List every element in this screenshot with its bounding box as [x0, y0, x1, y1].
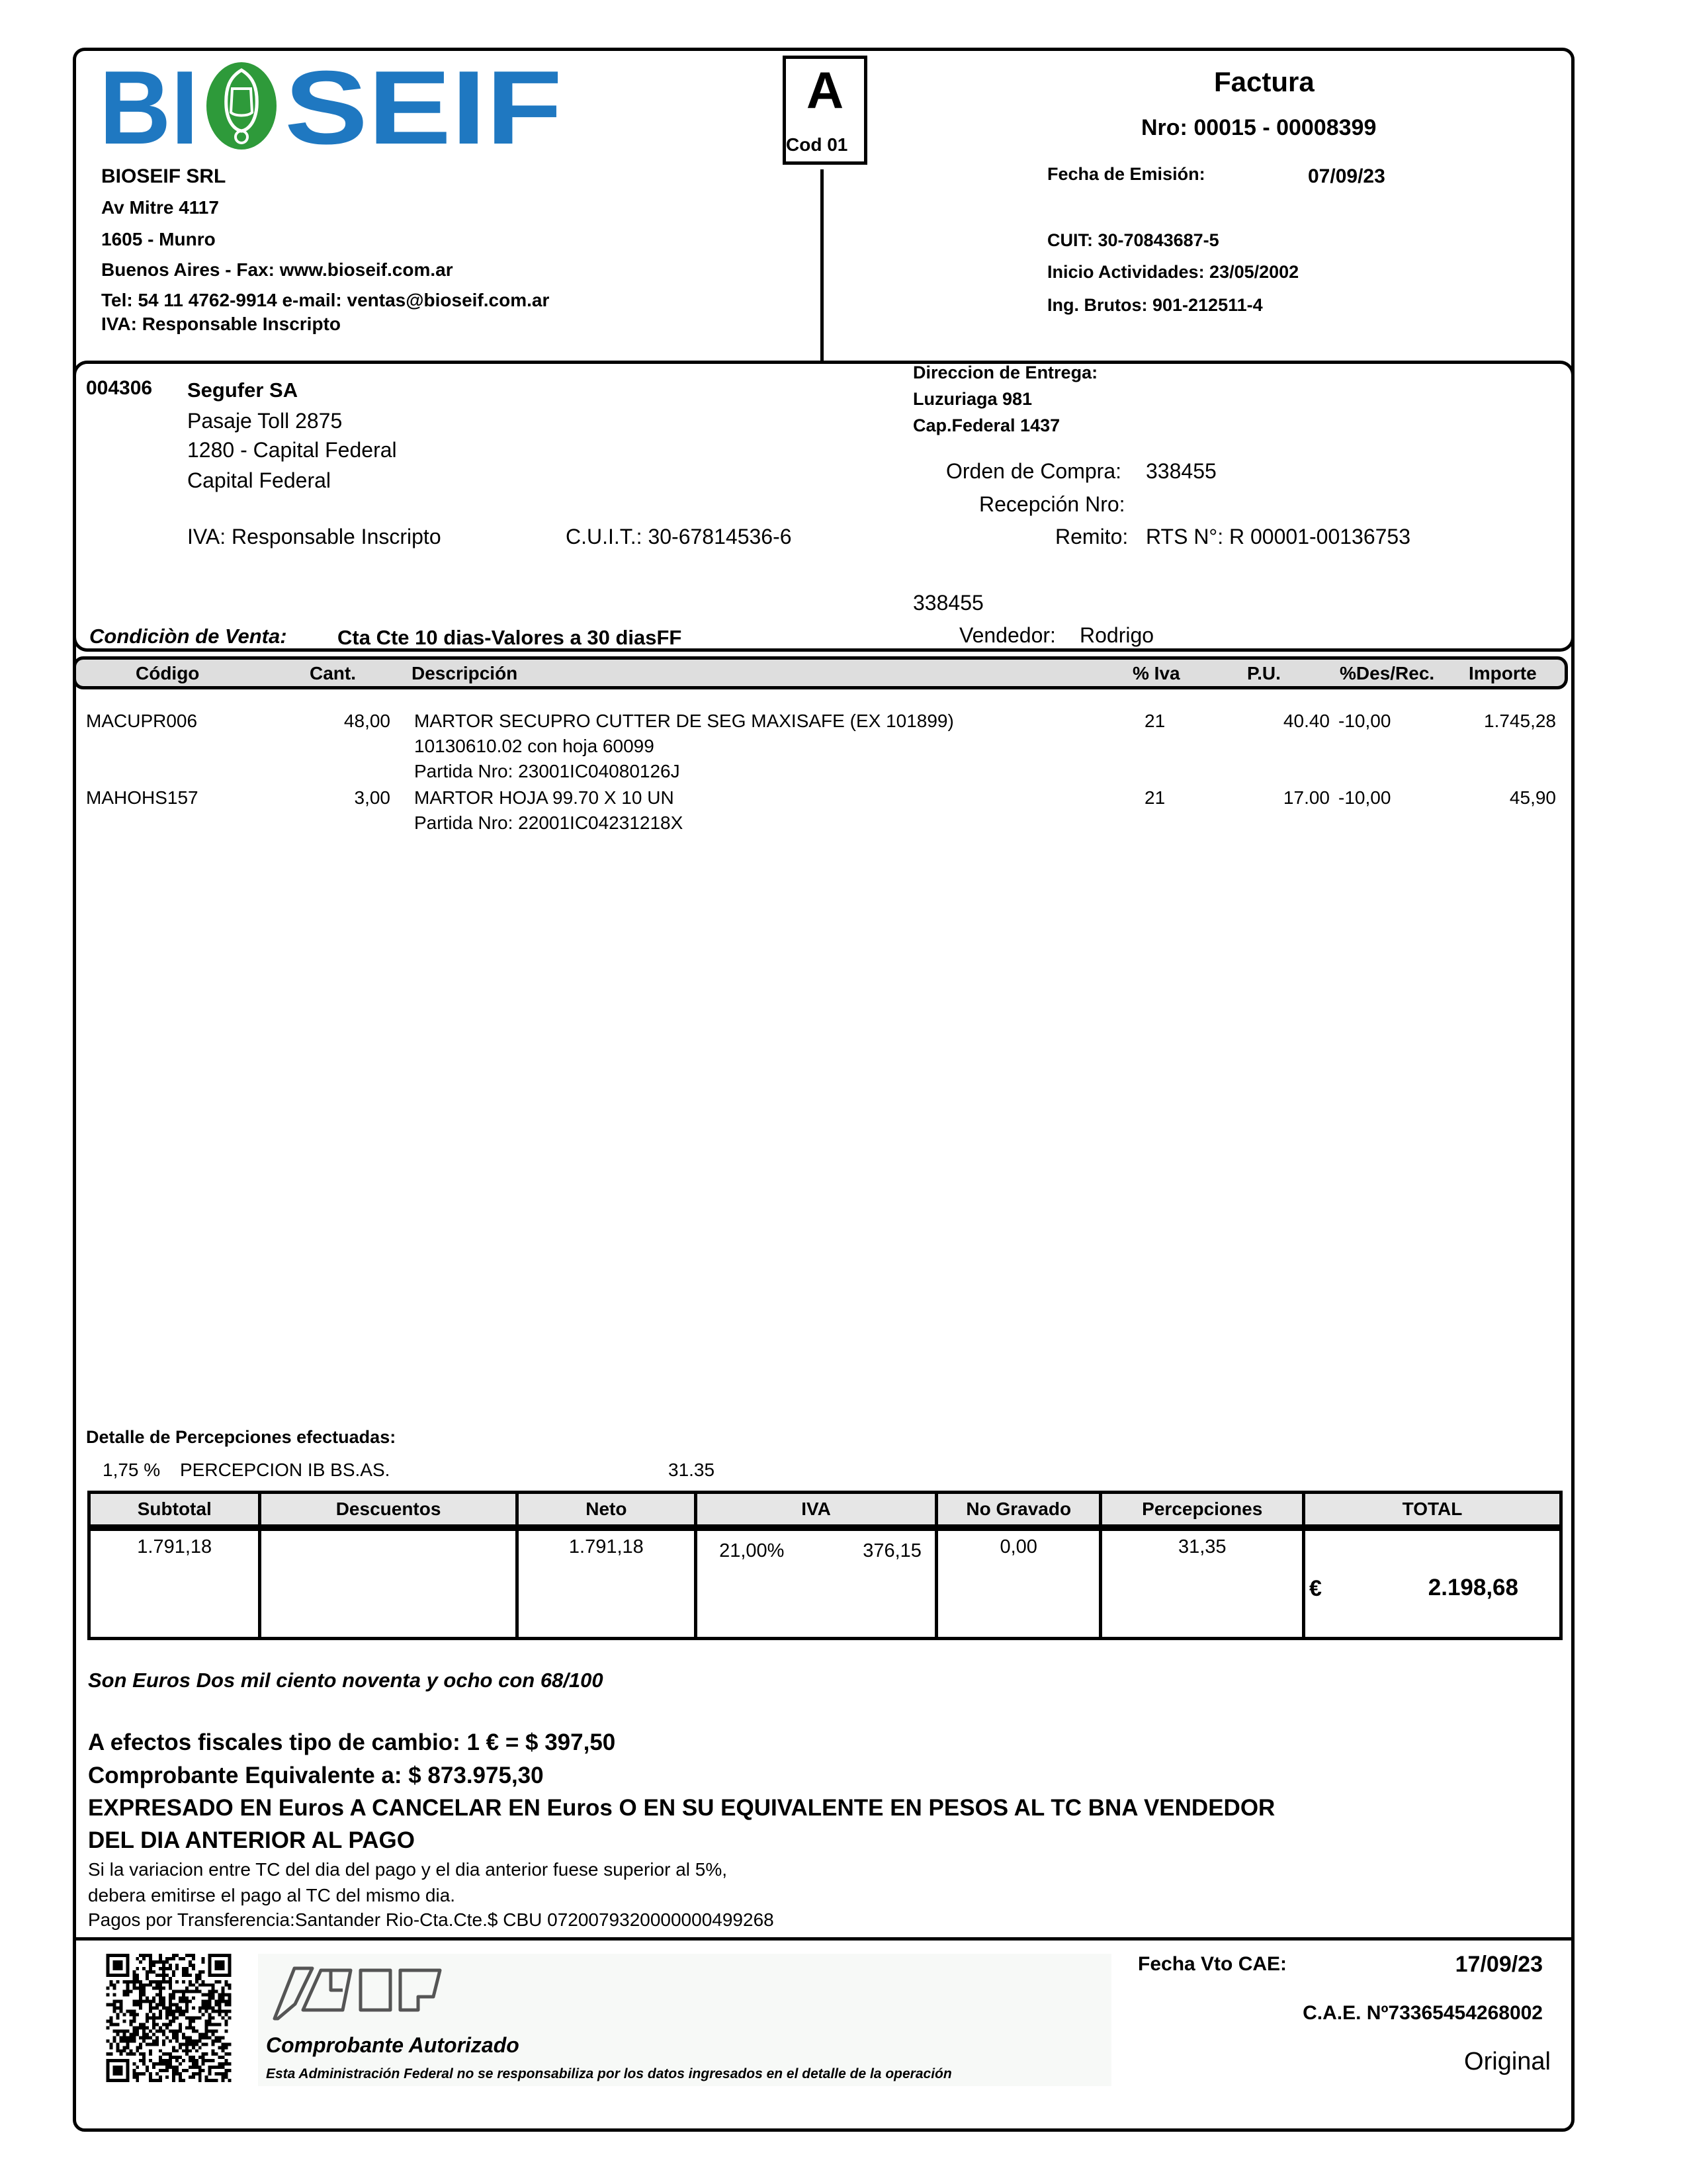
item-description-line: MARTOR SECUPRO CUTTER DE SEG MAXISAFE (EX 101899) [414, 711, 954, 731]
client-reference: 338455 [913, 591, 984, 615]
totals-header-not-taxed: No Gravado [936, 1493, 1101, 1528]
delivery-line2: Cap.Federal 1437 [913, 415, 1060, 435]
totals-total [1304, 1528, 1561, 1639]
item-description-line: MARTOR HOJA 99.70 X 10 UN [414, 787, 674, 808]
col-header-iva: % Iva [1133, 663, 1180, 683]
totals-table [87, 1491, 1563, 1640]
footer-divider [73, 1937, 1575, 1941]
col-header-unit-price: P.U. [1247, 663, 1281, 683]
perceptions-value: 31,35 [1178, 1536, 1227, 1557]
totals-iva [696, 1528, 937, 1639]
sale-condition: Cta Cte 10 dias-Valores a 30 diasFF [337, 626, 682, 649]
totals-header-iva: IVA [696, 1493, 937, 1528]
qr-code-icon [106, 1954, 232, 2082]
item-discount: -10,00 [1338, 787, 1391, 808]
issuer-city: 1605 - Munro [101, 229, 216, 249]
cae-due-label: Fecha Vto CAE: [1138, 1953, 1287, 1975]
issuer-contact: Tel: 54 11 4762-9914 e-mail: ventas@bioseif.com.ar [101, 290, 550, 310]
item-batch: Partida Nro: 22001IC04231218X [414, 812, 683, 833]
delivery-label: Direccion de Entrega: [913, 363, 1098, 382]
header-divider [820, 169, 824, 361]
purchase-order-label: Orden de Compra: [946, 459, 1122, 483]
item-code: MACUPR006 [86, 711, 198, 731]
iva-amount: 376,15 [863, 1540, 922, 1561]
afip-panel [258, 1954, 1111, 2086]
col-header-discount: %Des/Rec. [1340, 663, 1435, 683]
issuer-region-fax: Buenos Aires - Fax: www.bioseif.com.ar [101, 259, 453, 280]
not-taxed-value: 0,00 [1000, 1536, 1037, 1557]
client-city: 1280 - Capital Federal [187, 438, 397, 462]
cae-number: C.A.E. Nº73365454268002 [1303, 2002, 1543, 2024]
gas-mask-icon [206, 62, 277, 150]
remito-label: Remito: [1055, 525, 1129, 548]
totals-net [517, 1528, 695, 1639]
purchase-order: 338455 [1146, 459, 1217, 483]
client-name: Segufer SA [187, 378, 298, 402]
issuer-address: Av Mitre 4117 [101, 197, 219, 218]
perception-name: PERCEPCION IB BS.AS. [180, 1460, 390, 1480]
totals-header-perceptions: Percepciones [1101, 1493, 1304, 1528]
issuer-cuit: CUIT: 30-70843687-5 [1047, 230, 1219, 250]
issuer-iva: IVA: Responsable Inscripto [101, 314, 341, 334]
col-header-description: Descripción [411, 663, 518, 683]
cae-due-date: 17/09/23 [1455, 1952, 1543, 1977]
seller-label: Vendedor: [959, 623, 1056, 647]
euro-symbol-icon: € [1309, 1576, 1322, 1601]
perceptions-title: Detalle de Percepciones efectuadas: [86, 1427, 396, 1447]
item-iva: 21 [1145, 787, 1166, 808]
client-cuit: C.U.I.T.: 30-67814536-6 [566, 525, 792, 548]
authorized-label: Comprobante Autorizado [266, 2033, 519, 2057]
net-value: 1.791,18 [568, 1536, 644, 1557]
item-iva: 21 [1145, 711, 1166, 731]
totals-perceptions [1101, 1528, 1304, 1639]
col-header-qty: Cant. [310, 663, 356, 683]
totals-header-net: Neto [517, 1493, 695, 1528]
issuer-gross-income: Ing. Brutos: 901-212511-4 [1047, 295, 1263, 315]
voucher-type-box [783, 56, 867, 165]
afip-logo [271, 1960, 509, 2027]
col-header-amount: Importe [1469, 663, 1537, 683]
voucher-title: Factura [1214, 66, 1315, 97]
afip-disclaimer: Esta Administración Federal no se responsabiliza por los datos ingresados en el detalle de la operación [266, 2066, 952, 2081]
variation-notice-line1: Si la variacion entre TC del dia del pago y el dia anterior fuese superior al 5%, [88, 1859, 728, 1880]
iva-rate: 21,00% [719, 1540, 785, 1561]
bioseif-logo [99, 61, 566, 150]
item-discount: -10,00 [1338, 711, 1391, 731]
voucher-number: Nro: 00015 - 00008399 [1141, 115, 1377, 140]
logo-text-bi: BI [99, 61, 198, 150]
issuer-name: BIOSEIF SRL [101, 165, 226, 187]
totals-discounts [260, 1528, 517, 1639]
item-amount: 1.745,28 [1484, 711, 1556, 731]
copy-label: Original [1464, 2048, 1551, 2075]
discounts-value [261, 1531, 515, 1536]
totals-header-total: TOTAL [1304, 1493, 1561, 1528]
client-box [73, 361, 1575, 652]
voucher-letter: A [806, 61, 844, 119]
totals-subtotal [89, 1528, 260, 1639]
item-code: MAHOHS157 [86, 787, 198, 808]
variation-notice-line2: debera emitirse el pago al TC del mismo dia. [88, 1885, 456, 1905]
totals-header-subtotal: Subtotal [89, 1493, 260, 1528]
subtotal-value: 1.791,18 [137, 1536, 212, 1557]
item-batch: Partida Nro: 23001IC04080126J [414, 761, 680, 781]
sale-condition-label: Condiciòn de Venta: [89, 625, 287, 648]
expressed-notice-line1: EXPRESADO EN Euros A CANCELAR EN Euros O EN SU EQUIVALENTE EN PESOS AL TC BNA VENDEDOR [88, 1795, 1276, 1821]
item-unit-price: 17.00 [1283, 787, 1330, 808]
equivalent-amount: Comprobante Equivalente a: $ 873.975,30 [88, 1763, 544, 1788]
delivery-line1: Luzuriaga 981 [913, 389, 1033, 409]
client-address: Pasaje Toll 2875 [187, 409, 343, 433]
item-unit-price: 40.40 [1283, 711, 1330, 731]
issuer-activity-start: Inicio Actividades: 23/05/2002 [1047, 262, 1299, 282]
voucher-code: Cod 01 [786, 134, 848, 155]
perception-amount: 31.35 [668, 1460, 715, 1480]
col-header-code: Código [136, 663, 200, 683]
total-amount: 2.198,68 [1428, 1575, 1518, 1600]
item-qty: 3,00 [354, 787, 390, 808]
totals-not-taxed [936, 1528, 1101, 1639]
issue-date: 07/09/23 [1308, 165, 1385, 187]
seller-name: Rodrigo [1080, 623, 1154, 647]
amount-in-words: Son Euros Dos mil ciento noventa y ocho con 68/100 [88, 1669, 603, 1692]
exchange-rate: A efectos fiscales tipo de cambio: 1 € = $ 397,50 [88, 1729, 616, 1755]
perception-rate: 1,75 % [103, 1460, 161, 1480]
reception-label: Recepción Nro: [979, 492, 1125, 516]
client-iva: IVA: Responsable Inscripto [187, 525, 441, 548]
client-code: 004306 [86, 377, 153, 399]
item-description-line: 10130610.02 con hoja 60099 [414, 736, 654, 756]
remito-number: RTS N°: R 00001-00136753 [1146, 525, 1411, 548]
transfer-info: Pagos por Transferencia:Santander Rio-Cta.Cte.$ CBU 0720079320000000499268 [88, 1909, 774, 1930]
totals-header-discounts: Descuentos [260, 1493, 517, 1528]
expressed-notice-line2: DEL DIA ANTERIOR AL PAGO [88, 1827, 415, 1853]
item-amount: 45,90 [1509, 787, 1556, 808]
issue-date-label: Fecha de Emisión: [1047, 164, 1205, 184]
client-province: Capital Federal [187, 468, 331, 492]
logo-text-seif: SEIF [284, 61, 562, 150]
item-qty: 48,00 [343, 711, 390, 731]
